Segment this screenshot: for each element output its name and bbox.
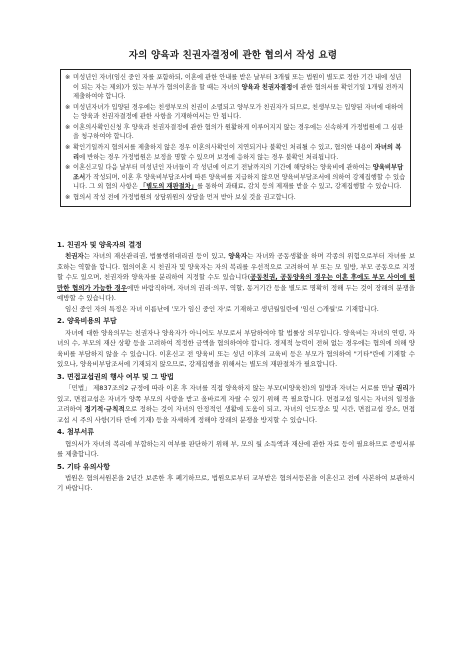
page-title: 자의 양육과 친권자결정에 관한 협의서 작성 요령: [128, 50, 338, 61]
section-heading: 1. 친권자 및 양육자의 결정: [57, 241, 142, 249]
reference-mark: ※: [65, 164, 71, 172]
reference-mark: ※: [65, 193, 71, 201]
bold-emphasis: 권리: [396, 384, 409, 393]
bold-emphasis: 양육과 친권자결정: [241, 83, 293, 91]
reference-mark: ※: [65, 103, 71, 111]
section-paragraph: [57, 304, 415, 315]
bold-emphasis: 양육비부담조서: [73, 164, 404, 181]
notice-item: [65, 193, 406, 203]
notice-item: [65, 73, 406, 102]
section-heading: 5. 기타 유의사항: [57, 462, 110, 471]
text-run: 미성년인 자녀(임신 중인 자를 포함하되, 이혼에 관한 안내를 받은 날부터 3개월 또는 법원이 별도로 정한 기간 내에 성년이 되는 자는 제외)가 있는 부부가 협의이혼을 할 때는 자녀의: [73, 74, 402, 91]
text-run: 가 있고, 면접교섭은 자녀가 양쪽 부모의 사랑을 받고 올바르게 자랄 수 있기 위해 꼭 필요합니다. 면접교섭 일시는 자녀의 일정을 고려하여: [57, 384, 415, 414]
section-paragraph: [57, 251, 415, 304]
section-paragraph: [57, 473, 415, 494]
underlined-emphasis: 공동친권, 공동양육의 경우는 이혼 후에도 부모 사이에 원만한 협의가 가능한 경우: [57, 273, 415, 292]
bold-emphasis: 자녀의 복리: [73, 143, 402, 161]
reference-mark: ※: [65, 143, 71, 151]
notice-box: [60, 69, 411, 207]
section-paragraph: [57, 328, 415, 370]
notice-item: [65, 163, 406, 192]
text-run: 는 자녀와 공동생활을 하며 각종의 위험으로부터 자녀를 보호하는 역할을 합니다. 협의이혼 시 친권자 및 양육자는 자의 복리를 우선적으로 고려하여 부 또는 모 일방, 부모 공동으로 지정할 수도 있으며, 친권자와 양육자를 분리하여 지정할 수도 있습니다(: [57, 252, 415, 282]
section-heading: 4. 첨부서류: [57, 428, 95, 437]
text-run: 에 관한 협의서를 확인기일 1개월 전까지 제출하여야 합니다.: [73, 83, 404, 101]
reference-mark: ※: [65, 74, 71, 81]
text-run: 에만 바람직하며, 자녀의 권리·의무, 역할, 동거기간 등을 별도로 명확히 정해 두는 것이 장래의 분쟁을 예방할 수 있습니다).: [57, 283, 415, 303]
bold-emphasis: 양육자: [228, 252, 248, 261]
notice-item: [65, 103, 406, 122]
section-heading: 2. 양육비용의 부담: [57, 317, 117, 326]
document-body: [57, 238, 415, 494]
text-run: 에 반하는 경우 가정법원은 보정을 명할 수 있으며 보정에 응하지 않는 경우 불확인 처리됩니다.: [79, 153, 339, 161]
text-run: 확인기일까지 협의서를 제출하지 않은 경우 이혼의사확인이 지연되거나 불확인 처리될 수 있고, 협의한 내용이: [73, 143, 375, 151]
text-run: 이혼의사확인신청 후 양육과 친권자결정에 관한 협의가 원활하게 이루어지지 않는 경우에는 신속하게 가정법원에 그 심판을 청구하여야 합니다.: [73, 123, 404, 141]
text-run: 법원은 협의서원본을 2년간 보존한 후 폐기하므로, 법원으로부터 교부받은 협의서등본을 이혼신고 전에 사본하여 보관하시기 바랍니다.: [57, 473, 415, 493]
section-paragraph: [57, 439, 415, 460]
text-run: 임신 중인 자의 특정은 자녀 이름난에 '모가 임신 중인 자'로 기재하고 생년월일란에 '임신 ○개월'로 기재합니다.: [65, 304, 379, 313]
text-run: 는 자녀의 재산관리권, 법률행위대리권 등이 있고,: [83, 252, 229, 261]
section-paragraph: [57, 383, 415, 425]
notice-item: [65, 123, 406, 142]
text-run: 자녀에 대한 양육의무는 친권자나 양육자가 아니어도 부모로서 부담하여야 할 법률상 의무입니다. 양육비는 자녀의 연령, 자녀의 수, 부모의 재산 상황 등을 고려하여 적정한 금액을 협의하여야 합니다. 경제적 능력이 전혀 없는 경우에는 협의에 의해 양육비를 부담하지 않을 수 있습니다. 이혼신고 전 양육비 또는 성년 이후의 교육비 등은 부모가 협의하여 "기타"란에 기재할 수 있으나, 양육비부담조서에 기재되지 않으므로, 강제집행을 위해서는 별도의 재판절차가 필요합니다.: [57, 328, 415, 369]
text-run: 「민법」 제837조의2 규정에 따라 이혼 후 자녀를 직접 양육하지 않는 부모(비양육친)의 일방과 자녀는 서로를 만날: [65, 384, 397, 393]
text-run: 협의서 작성 전에 가정법원의 상담위원의 상담을 먼저 받아 보실 것을 권고합니다.: [73, 193, 296, 201]
bold-emphasis: 친권자: [65, 252, 84, 261]
text-run: 협의서가 자녀의 복리에 부합하는지 여부를 판단하기 위해 부, 모의 월 소득액과 재산에 관한 자료 등이 필요하므로 증빙서류를 제출합니다.: [57, 439, 415, 459]
notice-item: [65, 143, 406, 162]
underlined-emphasis: 「별도의 재판절차」: [139, 183, 198, 191]
section-heading: 3. 면접교섭권의 행사 여부 및 그 방법: [57, 372, 174, 381]
reference-mark: ※: [65, 123, 71, 131]
bold-emphasis: 정기적·규칙적: [84, 405, 125, 414]
text-run: 이혼신고일 다음 날부터 미성년인 자녀들이 각 성년에 이르기 전날까지의 기간에 해당하는 양육비에 관하여는: [73, 164, 373, 172]
text-run: 가 작성되며, 이혼 후 양육비부담조서에 따른 양육비를 지급하지 않으면 양육비부담조서에 의하여 강제집행할 수 있습니다. 그 외 협의 사항은: [73, 173, 406, 191]
text-run: 미성년자녀가 입양된 경우에는 친생부모의 친권이 소멸되고 양부모가 친권자가 되므로, 친생부모는 입양된 자녀에 대하여는 양육과 친권자결정에 관한 사항을 기재하여서는 안 됩니다.: [73, 103, 404, 121]
text-run: 를 통하여 과태료, 감치 등의 제재를 받을 수 있고, 강제집행할 수 있습니다.: [197, 183, 402, 191]
text-run: 으로 정하는 것이 자녀의 안정적인 생활에 도움이 되고, 자녀의 인도장소 및 시간, 면접교섭 장소, 면접교섭 시 주의 사항(기타 란에 기재) 등을 자세하게 정해야 장래의 분쟁을 방지할 수 있습니다.: [57, 405, 415, 424]
